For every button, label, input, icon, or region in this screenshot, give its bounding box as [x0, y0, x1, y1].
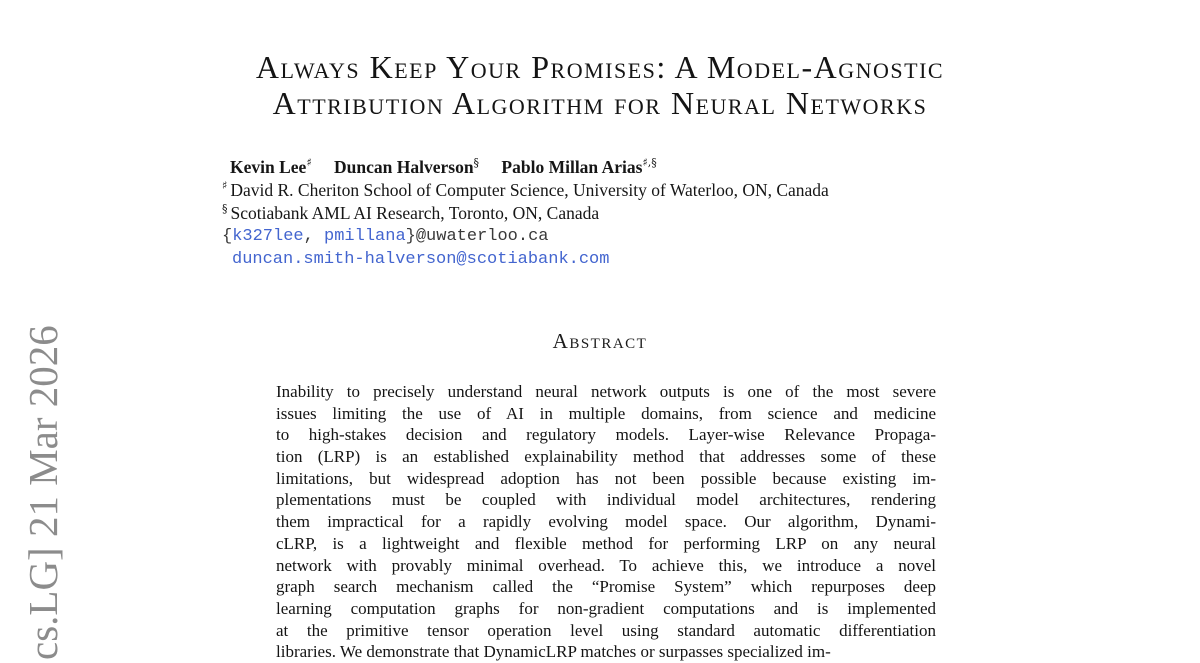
author-1-name: Kevin Lee [230, 157, 307, 177]
affiliation-2 [222, 202, 829, 225]
author-list [222, 156, 829, 179]
author-1 [230, 157, 312, 177]
byline-block [222, 156, 829, 271]
title-line-1: Always Keep Your Promises: A Model-Agnostic [255, 49, 945, 85]
author-3-affiliation-mark: ♯,§ [642, 156, 657, 170]
paper-title [0, 49, 1200, 121]
email-link-scotiabank[interactable]: duncan.smith-halverson@scotiabank.com [232, 250, 610, 269]
abstract-line: network with provably minimal overhead. To achieve this, we introduce a novel [276, 555, 936, 575]
abstract-line: Inability to precisely understand neural network outputs is one of the most severe [276, 382, 936, 401]
author-3 [501, 157, 656, 177]
author-2-affiliation-mark: § [473, 156, 480, 170]
author-1-affiliation-mark: ♯ [306, 156, 312, 170]
author-2-name: Duncan Halverson [334, 157, 474, 177]
affiliation-2-marker: § [222, 202, 228, 216]
author-3-name: Pablo Millan Arias [501, 157, 643, 177]
abstract-line: learning computation graphs for non-gradient computations and is implemented [276, 598, 936, 618]
abstract-line: tion (LRP) is an established explainability method that addresses some of these [276, 447, 936, 467]
affiliation-1-text: David R. Cheriton School of Computer Science, University of Waterloo, ON, Canada [230, 180, 829, 200]
abstract-line: at the primitive tensor operation level using standard automatic differentiation [276, 620, 936, 640]
affiliation-2-text: Scotiabank AML AI Research, Toronto, ON, Canada [230, 203, 600, 223]
author-2 [334, 157, 479, 177]
email-line-scotiabank [222, 248, 829, 271]
abstract-line: plementations must be coupled with individual model architectures, rendering [276, 490, 936, 510]
abstract-line: to high-stakes decision and regulatory models. Layer-wise Relevance Propaga- [276, 425, 936, 445]
abstract-line: graph search mechanism called the “Promise System” which repurposes deep [276, 577, 936, 597]
email-domain: }@uwaterloo.ca [405, 227, 549, 246]
abstract-line: them impractical for a rapidly evolving model space. Our algorithm, Dynami- [276, 512, 936, 532]
abstract-heading: Abstract [552, 329, 648, 353]
abstract-line-cutoff: libraries. We demonstrate that DynamicLRP matches or surpasses specialized im- [276, 642, 831, 662]
affiliation-1-marker: ♯ [222, 179, 228, 193]
email-link-user2[interactable]: pmillana [324, 227, 406, 246]
abstract-body [276, 381, 936, 663]
abstract-line: limitations, but widespread adoption has not been possible because existing im- [276, 468, 936, 488]
email-separator: , [303, 227, 325, 246]
arxiv-watermark: cs.LG] 21 Mar 2026 [20, 325, 66, 660]
email-brace-open: { [222, 227, 233, 246]
email-link-user1[interactable]: k327lee [232, 227, 304, 246]
abstract-line: issues limiting the use of AI in multiple domains, from science and medicine [276, 403, 936, 423]
email-line-waterloo [222, 225, 829, 248]
affiliation-1 [222, 179, 829, 202]
title-line-2: Attribution Algorithm for Neural Networks [272, 85, 928, 121]
abstract-line: cLRP, is a lightweight and flexible method for performing LRP on any neural [276, 533, 936, 553]
